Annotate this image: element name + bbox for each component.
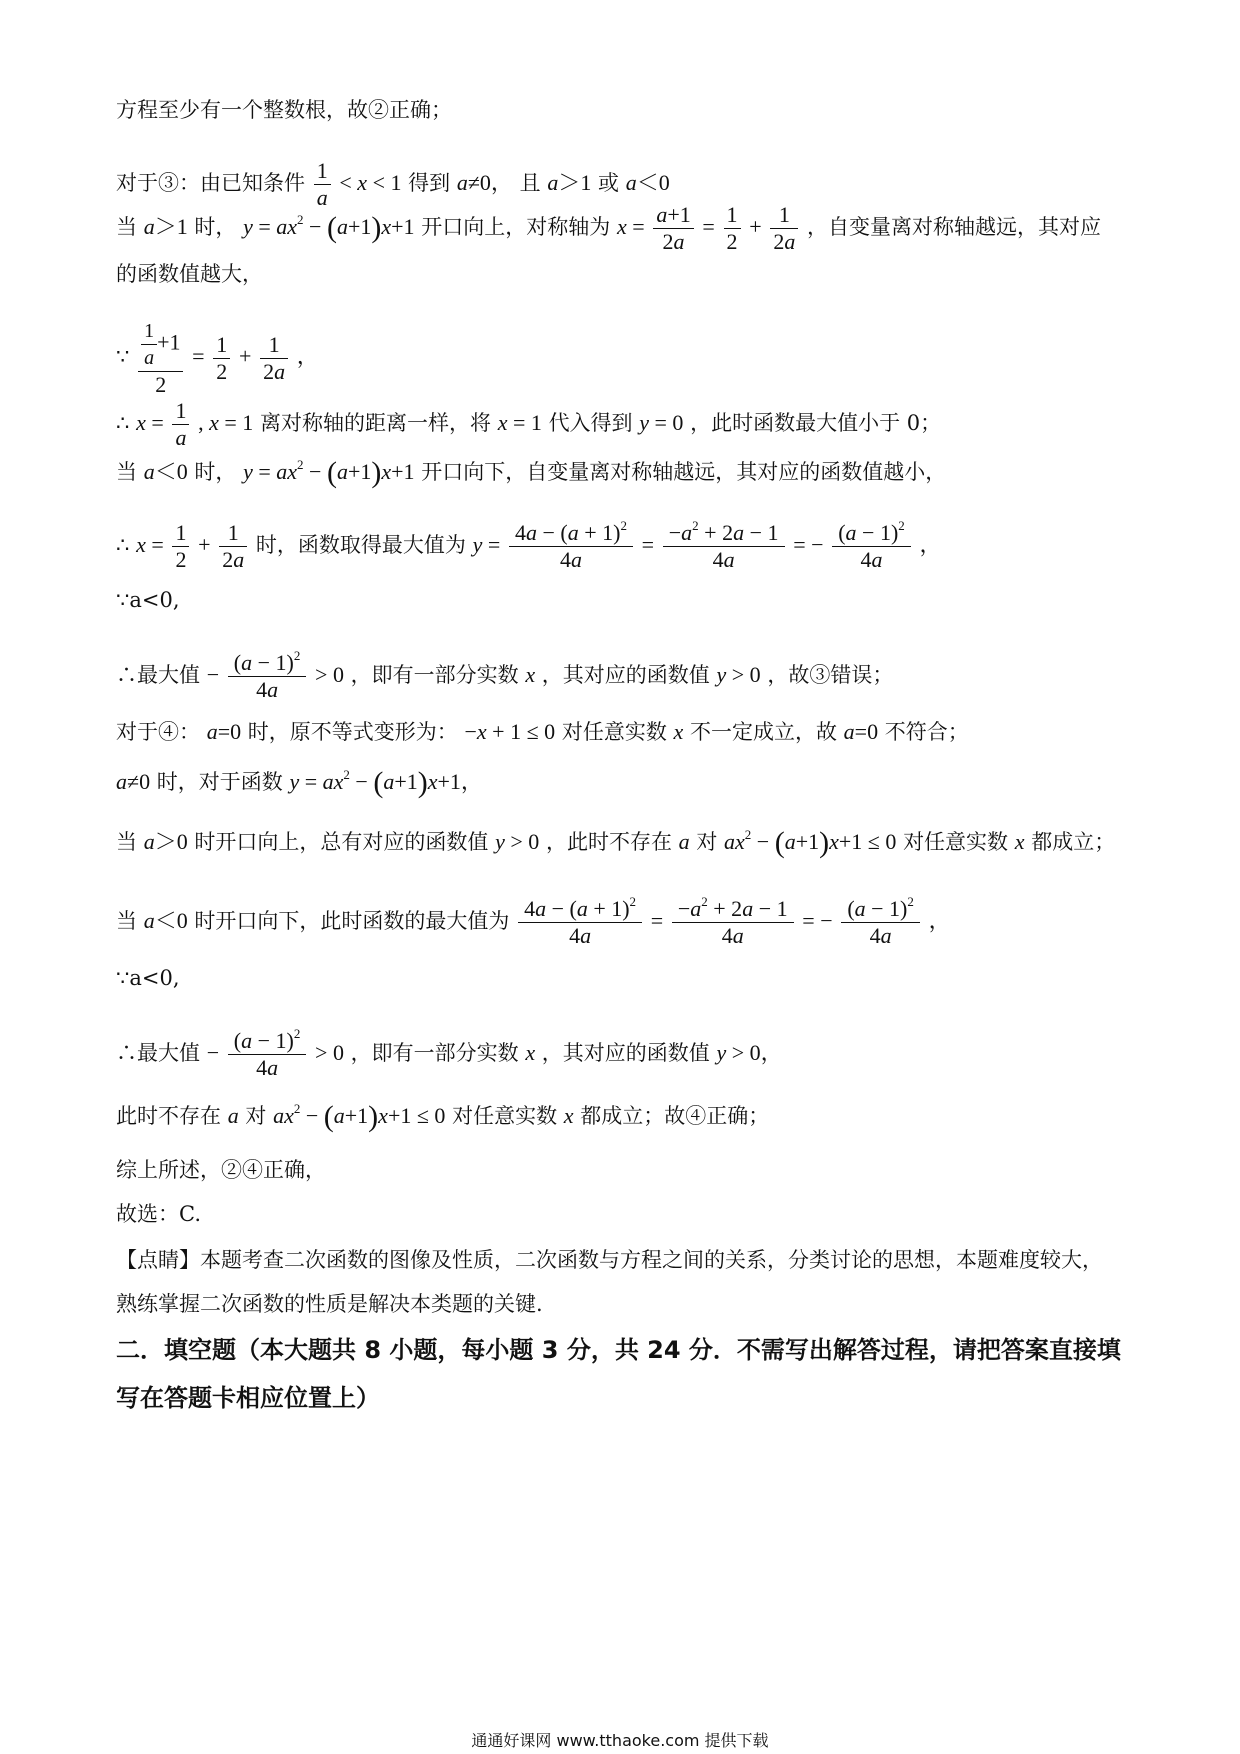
line-11-text-b: 时，原不等式变形为： xyxy=(247,720,458,744)
text-line-21 xyxy=(116,1290,543,1318)
line-12-text-a: 时，对于函数 xyxy=(156,770,283,794)
commentary-line-2: 熟练掌握二次函数的性质是解决本类题的关键. xyxy=(116,1292,543,1316)
text-line-1 xyxy=(116,96,452,124)
fraction-max-value-6: $\frac{-a^2 + 2a - 1}{4a}$ xyxy=(672,896,794,949)
line-2-text-a: 对于③：由已知条件 xyxy=(116,171,305,195)
text-line-20 xyxy=(116,1246,1103,1274)
line-13-text-f: 都成立； xyxy=(1031,830,1116,854)
because-symbol: ∵ xyxy=(116,344,130,369)
line-15-text: ∵a<0, xyxy=(116,966,180,990)
line-1-text: 方程至少有一个整数根，故②正确； xyxy=(116,98,452,122)
line-7-text-c: 开口向下，自变量离对称轴越远，其对应的函数值越小， xyxy=(421,460,947,484)
line-2-text-c: 且 xyxy=(519,171,541,195)
fraction-half-3: $\frac{1}{2}$ xyxy=(172,520,189,573)
fraction-half: $\frac{1}{2}$ xyxy=(724,202,741,255)
fraction-a-plus-1-over-2a: $\frac{a+1}{2a}$ xyxy=(653,202,693,255)
line-17-text-d: 都成立；故④正确； xyxy=(580,1104,770,1128)
fraction-max-value-3: $\frac{(a - 1)^2}{4a}$ xyxy=(832,520,911,573)
line-11-text-c: 对任意实数 xyxy=(561,720,667,744)
text-line-18 xyxy=(116,1156,326,1184)
line-10-text-d: ，故③错误； xyxy=(767,663,894,687)
line-11-text-e: 不符合； xyxy=(884,720,969,744)
line-3-text-d: ，自变量离对称轴越远，其对应 xyxy=(807,215,1102,239)
line-14-text-b: 时开口向下，此时函数的最大值为 xyxy=(194,909,510,933)
text-line-9 xyxy=(116,586,180,614)
page-footer: 通通好课网 www.tthaoke.com 提供下载 xyxy=(471,1731,769,1750)
line-13-text-a: 当 xyxy=(116,830,137,854)
line-7-text-b: 时， xyxy=(194,460,237,484)
line-6-text-c: 代入得到 xyxy=(548,411,633,435)
text-line-7: 当 a＜0 时， $y = ax^2 - (a+1)x+1$ 开口向下，自变量离对称轴越远，其对应的函数值越小， xyxy=(116,456,947,489)
text-line-12: a≠0 时，对于函数 $y = ax^2 - (a+1)x+1$， xyxy=(116,766,483,799)
fraction-1-over-a-2: $\frac{1}{a}$ xyxy=(172,398,189,451)
text-line-10: ∴最大值 − $\frac{(a - 1)^2}{4a}$ > 0 ，即有一部分实数 x ，其对应的函数值 y > 0 ，故③错误； xyxy=(116,648,894,702)
fraction-1-over-2a: $\frac{1}{2a}$ xyxy=(770,202,798,255)
text-line-8: ∴ x = $\frac{1}{2}$ + $\frac{1}{2a}$ 时，函数取得最大值为 y = $\frac{4a - (a + 1)^2}{4a}$ = $\frac{-a^2 + 2a - 1}{4a}$ = − $\frac{(a - 1)^2}{4a}$ ， xyxy=(116,518,942,572)
line-10-text-c: ，其对应的函数值 xyxy=(541,663,710,687)
line-13-text-d: 对 xyxy=(696,830,718,854)
line-6-text-d: ，此时函数最大值小于 0； xyxy=(690,411,942,435)
fraction-max-value-7: $\frac{(a - 1)^2}{4a}$ xyxy=(841,896,920,949)
line-11-text-a: 对于④： xyxy=(116,720,200,744)
fraction-max-value-8: $\frac{(a - 1)^2}{4a}$ xyxy=(228,1028,307,1081)
text-line-16: ∴最大值 − $\frac{(a - 1)^2}{4a}$ > 0 ，即有一部分实数 x ，其对应的函数值 y > 0， xyxy=(116,1026,783,1080)
line-2-text-b: 得到 xyxy=(408,171,451,195)
text-line-6: ∴ x = $\frac{1}{a}$ , x = 1 离对称轴的距离一样，将 x = 1 代入得到 y = 0 ，此时函数最大值小于 0； xyxy=(116,398,942,450)
therefore-symbol: ∴ xyxy=(116,411,130,435)
line-16-text-b: ，即有一部分实数 xyxy=(350,1041,519,1065)
line-19-text: 故选：C. xyxy=(116,1202,201,1226)
fraction-max-value-1: $\frac{4a - (a + 1)^2}{4a}$ xyxy=(509,520,633,573)
line-6-text-b: 离对称轴的距离一样，将 xyxy=(260,411,491,435)
fraction-1-over-2a-2: $\frac{1}{2a}$ xyxy=(260,332,288,385)
text-line-2: 对于③：由已知条件 $\frac{1}{a}$ < x < 1 得到 a≠0， 且 a＞1 或 a＜0 xyxy=(116,158,670,210)
fraction-1-over-2a-3: $\frac{1}{2a}$ xyxy=(219,520,247,573)
fraction-max-value-2: $\frac{-a^2 + 2a - 1}{4a}$ xyxy=(663,520,785,573)
fraction-1-over-a: $\frac{1}{a}$ xyxy=(314,158,331,211)
line-13-text-b: 时开口向上，总有对应的函数值 xyxy=(194,830,489,854)
line-13-text-e: 对任意实数 xyxy=(903,830,1009,854)
line-14-text-a: 当 xyxy=(116,909,137,933)
line-16-text-c: ，其对应的函数值 xyxy=(541,1041,710,1065)
line-7-text-a: 当 xyxy=(116,460,137,484)
section-heading: 二．填空题（本大题共 8 小题，每小题 3 分，共 24 分．不需写出解答过程，请把答案直接填写在答题卡相应位置上） xyxy=(116,1336,1121,1412)
text-line-3: 当 a＞1 时， $y = ax^2 - (a+1)x+1$ 开口向上，对称轴为 x = $\frac{a+1}{2a}$ = $\frac{1}{2}$ + $\frac{1}{2a}$ ，自变量离对称轴越远，其对应 xyxy=(116,202,1102,254)
text-line-19 xyxy=(116,1200,201,1228)
fraction-max-value-5: $\frac{4a - (a + 1)^2}{4a}$ xyxy=(518,896,642,949)
text-line-4 xyxy=(116,260,263,288)
line-18-text: 综上所述，②④正确， xyxy=(116,1158,326,1182)
fraction-nested-midpoint: $\frac{1}{a}$ +1 2 xyxy=(138,318,183,398)
line-17-text-a: 此时不存在 xyxy=(116,1104,221,1128)
text-line-14: 当 a＜0 时开口向下，此时函数的最大值为 $\frac{4a - (a + 1)^2}{4a}$ = $\frac{-a^2 + 2a - 1}{4a}$ = − $\frac{(a - 1)^2}{4a}$ ， xyxy=(116,894,951,948)
text-line-5: ∵ $\frac{1}{a}$ +1 2 = $\frac{1}{2}$ + $\frac{1}{2a}$ ， xyxy=(116,320,319,397)
line-2-text-d: 或 xyxy=(598,171,620,195)
therefore-symbol-2: ∴ xyxy=(116,533,130,557)
fraction-max-value-4: $\frac{(a - 1)^2}{4a}$ xyxy=(228,650,307,703)
line-9-text: ∵a<0, xyxy=(116,588,180,612)
line-16-text-a: ∴最大值 xyxy=(116,1041,200,1065)
fraction-half-2: $\frac{1}{2}$ xyxy=(213,332,230,385)
line-17-text-b: 对 xyxy=(245,1104,267,1128)
line-3-text-b: 时， xyxy=(194,215,237,239)
line-3-text-c: 开口向上，对称轴为 xyxy=(421,215,611,239)
line-11-text-d: 不一定成立，故 xyxy=(689,720,837,744)
text-line-17: 此时不存在 a 对 $ax^2 - (a+1)x+1 \le 0$ 对任意实数 x 都成立；故④正确； xyxy=(116,1100,770,1133)
text-line-11: 对于④： a=0 时，原不等式变形为： −x + 1 ≤ 0 对任意实数 x 不一定成立，故 a=0 不符合； xyxy=(116,719,969,744)
line-10-text-a: ∴最大值 xyxy=(116,663,200,687)
line-10-text-b: ，即有一部分实数 xyxy=(350,663,519,687)
line-17-text-c: 对任意实数 xyxy=(452,1104,558,1128)
line-13-text-c: ，此时不存在 xyxy=(545,830,672,854)
line-3-text-a: 当 xyxy=(116,215,137,239)
line-4-text: 的函数值越大， xyxy=(116,262,263,286)
commentary-line-1: 【点睛】本题考查二次函数的图像及性质，二次函数与方程之间的关系，分类讨论的思想，本题难度较大， xyxy=(116,1248,1103,1272)
line-8-text-b: 时，函数取得最大值为 xyxy=(255,533,466,557)
text-line-15 xyxy=(116,964,180,992)
text-line-13: 当 a＞0 时开口向上，总有对应的函数值 y > 0 ，此时不存在 a 对 $ax^2 - (a+1)x+1 \le 0$ 对任意实数 x 都成立； xyxy=(116,826,1116,859)
